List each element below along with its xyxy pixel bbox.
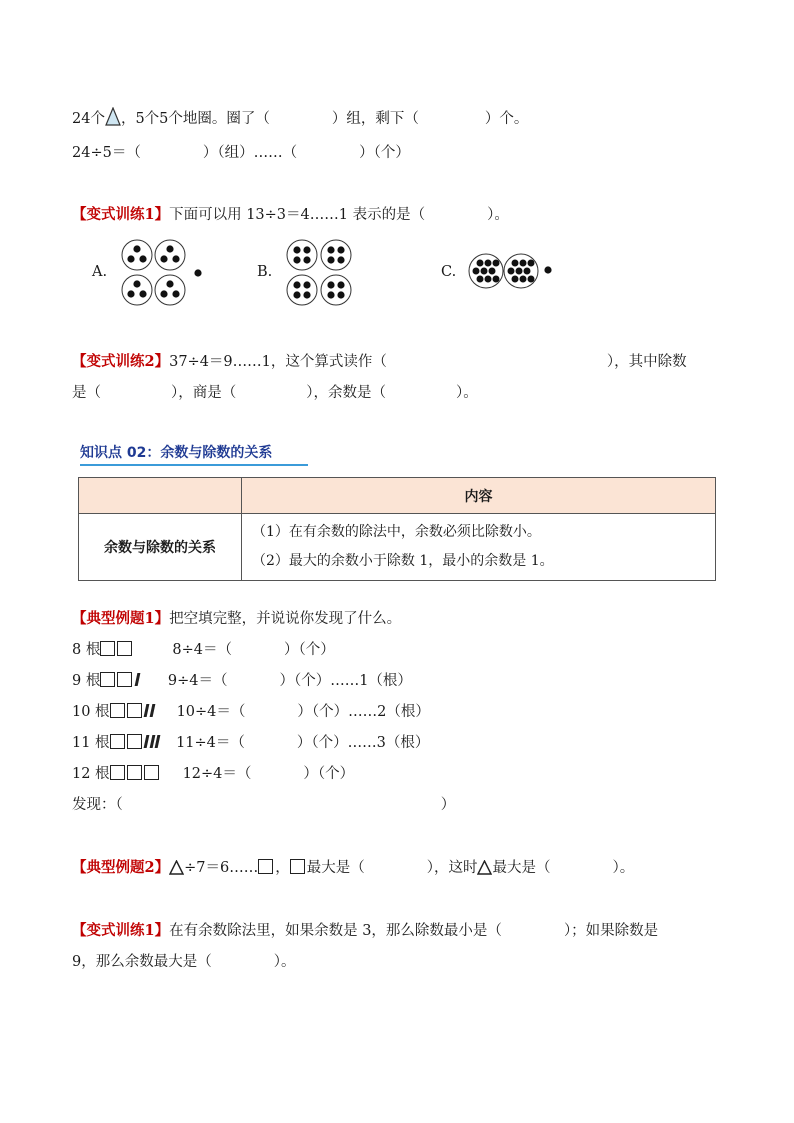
square-icon <box>144 765 159 780</box>
stick-row-10: 10 根 10÷4＝（ ）（个）……2（根） <box>72 704 430 720</box>
exercise-2-line-1: 【变式训练2】37÷4＝9……1，这个算式读作（ ），其中除数 <box>72 353 687 370</box>
square-icon <box>110 734 125 749</box>
square-icon <box>100 672 115 687</box>
stick-row-9: 9 根 9÷4＝（ ）（个）……1（根） <box>72 673 412 689</box>
triangle-icon <box>477 860 492 875</box>
option-a-label[interactable]: A. <box>92 264 108 280</box>
option-a-figure[interactable] <box>118 238 208 308</box>
typical-example-1-question: 【典型例题1】把空填完整，并说说你发现了什么。 <box>72 610 402 627</box>
square-icon <box>290 859 305 874</box>
exercise-3-line-1: 【变式训练1】在有余数除法里，如果余数是 3，那么除数最小是（ ）；如果除数是 <box>72 922 659 939</box>
square-icon <box>127 734 142 749</box>
square-icon <box>110 703 125 718</box>
stick-icon <box>149 735 154 748</box>
triangle-icon <box>169 860 184 875</box>
table-header-empty <box>79 478 242 514</box>
problem-line-2: 24÷5＝（ ）（组）……（ ）（个） <box>72 145 410 161</box>
exercise-3-line-2: 9，那么余数最大是（ ）。 <box>72 954 296 970</box>
discovery-line: 发现：（ ） <box>72 797 456 813</box>
text: 24个 <box>72 111 105 127</box>
option-c-figure[interactable] <box>466 253 558 291</box>
square-icon <box>127 703 142 718</box>
stick-row-12: 12 根 12÷4＝（ ）（个） <box>72 766 355 782</box>
option-b-figure[interactable] <box>283 238 358 308</box>
stick-row-11: 11 根 11÷4＝（ ）（个）……3（根） <box>72 735 430 751</box>
stick-icon <box>134 673 139 686</box>
option-b-label[interactable]: B. <box>257 264 273 280</box>
table-row-content <box>242 514 716 581</box>
table-item-1: （1）在有余数的除法中，余数必须比除数小。 <box>252 524 541 540</box>
table-header-content: 内容 <box>242 478 716 514</box>
knowledge-table <box>78 477 716 581</box>
problem-line-1: 24个 ，5个5个地圈。圈了（ ）组，剩下（ ）个。 <box>72 107 528 129</box>
option-c-label[interactable]: C. <box>441 264 457 280</box>
triangle-icon <box>105 107 121 126</box>
square-icon <box>117 641 132 656</box>
square-icon <box>110 765 125 780</box>
table-row-head: 余数与除数的关系 <box>79 514 242 581</box>
stick-icon <box>144 704 149 717</box>
stick-icon <box>144 735 149 748</box>
square-icon <box>117 672 132 687</box>
stick-icon <box>155 735 160 748</box>
exercise-1-question: 【变式训练1】下面可以用 13÷3＝4……1 表示的是（ ）。 <box>72 206 509 223</box>
exercise-2-line-2: 是（ ），商是（ ），余数是（ ）。 <box>72 385 478 401</box>
square-icon <box>127 765 142 780</box>
square-icon <box>100 641 115 656</box>
section-title: 知识点 02：余数与除数的关系 <box>80 444 308 466</box>
typical-example-2-question: 【典型例题2】 ÷7＝6…… ， 最大是（ ），这时 最大是（ ）。 <box>72 859 635 876</box>
stick-icon <box>149 704 154 717</box>
stick-row-8: 8 根 8÷4＝（ ）（个） <box>72 642 335 658</box>
table-item-2: （2）最大的余数小于除数 1，最小的余数是 1。 <box>252 553 554 569</box>
square-icon <box>258 859 273 874</box>
